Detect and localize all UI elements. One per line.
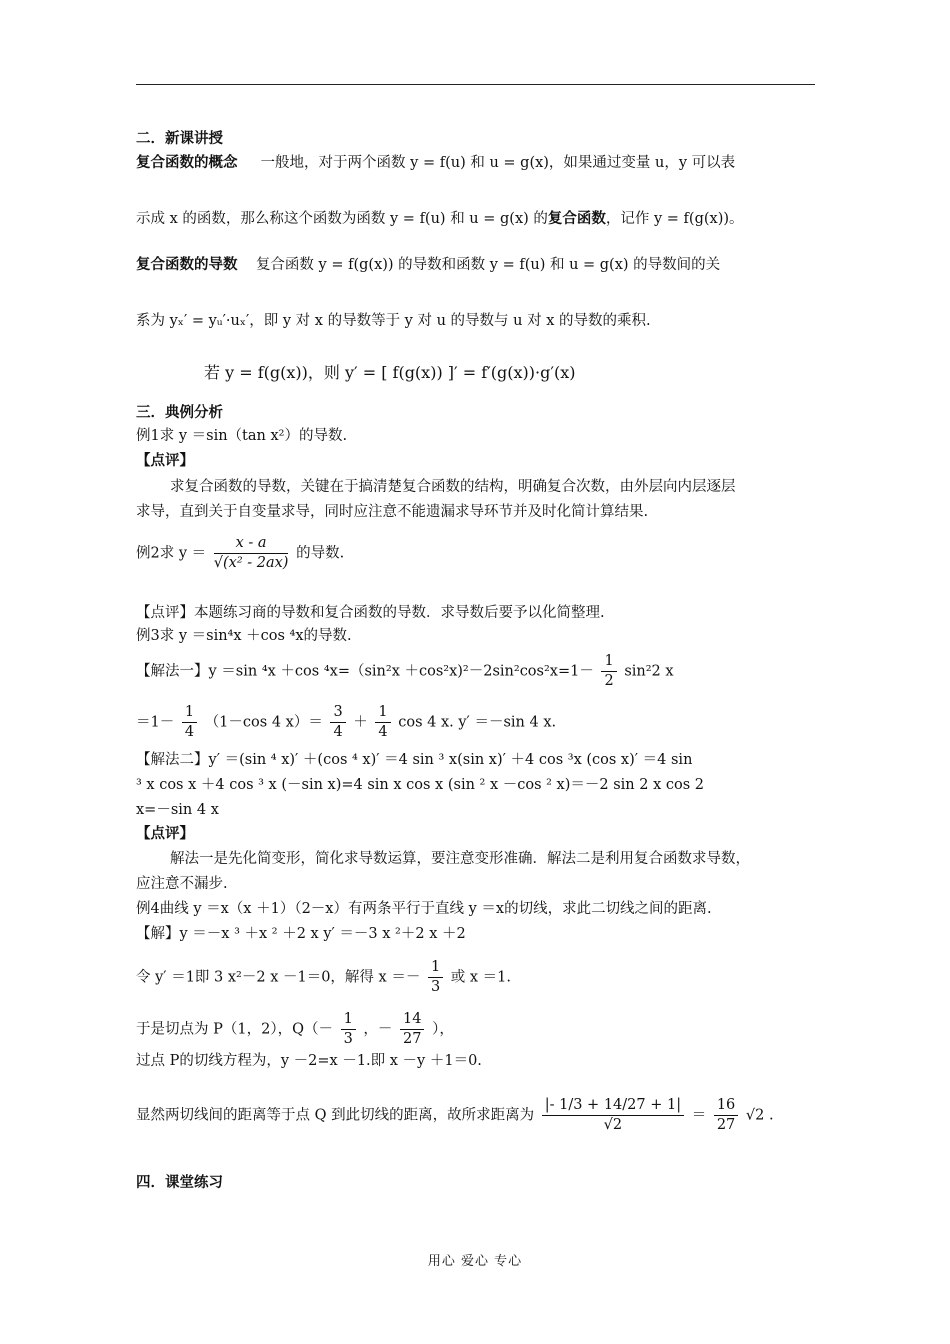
chain-rule-formula: 若 y = f(g(x))，则 y′ = [ f(g(x)) ]′ = f′(g(x))·g′(x) xyxy=(204,363,576,382)
comment-1-line-1: 求复合函数的导数，关键在于搞清楚复合函数的结构，明确复合次数，由外层向内层逐层 xyxy=(170,479,736,495)
comment-3-line-1: 解法一是先化简变形，简化求导数运算，要注意变形准确．解法二是利用复合函数求导数， xyxy=(170,851,750,867)
solution-2-line-1: 【解法二】y′ ＝(sin ⁴ x)′ ＋(cos ⁴ x)′ ＝4 sin ³ x(sin x)′ ＋4 cos ³x (cos x)′ ＝4 sin xyxy=(136,752,693,768)
header-rule xyxy=(136,84,815,85)
section-3-heading: 三．典例分析 xyxy=(136,404,223,421)
page-footer: 用心 爱心 专心 xyxy=(427,1254,523,1269)
solution-2-line-2: ³ x cos x ＋4 cos ³ x (－sin x)=4 sin x cos x (sin ² x －cos ² x)＝－2 sin 2 x cos 2 xyxy=(136,777,704,793)
solution-4-line-4: 过点 P的切线方程为，y －2=x －1.即 x －y ＋1＝0. xyxy=(136,1053,482,1069)
deriv-line-2: 系为 yₓ′ = yᵤ′·uₓ′，即 y 对 x 的导数等于 y 对 u 的导数与 u 对 x 的导数的乘积. xyxy=(136,313,651,329)
comment-3-label: 【点评】 xyxy=(136,825,194,842)
solution-1-line-1: 【解法一】y ＝sin ⁴x ＋cos ⁴x=（sin²x ＋cos²x)²－2sin²cos²x=1－ $\frac{1}{2}$ sin²2 x xyxy=(136,653,674,689)
distance-fraction: $\frac{|- 1/3 + 14/27 + 1|}{√2}$ xyxy=(542,1096,684,1135)
deriv-line-1: 复合函数的导数 复合函数 y = f(g(x)) 的导数和函数 y = f(u) 和 u = g(x) 的导数间的关 xyxy=(136,256,721,273)
concept-line-2: 示成 x 的函数，那么称这个函数为函数 y = f(u) 和 u = g(x) 的复合函数，记作 y = f(g(x))。 xyxy=(136,210,744,227)
concept-text-1: 一般地，对于两个函数 y = f(u) 和 u = g(x)，如果通过变量 u，y 可以表 xyxy=(260,155,736,171)
example-3: 例3求 y ＝sin⁴x ＋cos ⁴x的导数. xyxy=(136,628,352,644)
deriv-label: 复合函数的导数 xyxy=(136,256,238,273)
solution-4-line-5: 显然两切线间的距离等于点 Q 到此切线的距离，故所求距离为 $\frac{|- 1/3 + 14/27 + 1|}{√2}$ ＝ $\frac{16}{27}$ √2 . xyxy=(136,1097,774,1133)
solution-4-line-1: 【解】y ＝－x ³ ＋x ² ＋2 x y′ ＝－3 x ²＋2 x ＋2 xyxy=(136,926,466,942)
solution-4-line-3: 于是切点为 P（1，2），Q（－ $\frac{1}{3}$ ，－ $\frac{14}{27}$ ）， xyxy=(136,1011,454,1047)
solution-2-line-3: x=－sin 4 x xyxy=(136,802,219,818)
example-1: 例1求 y ＝sin（tan x²）的导数. xyxy=(136,428,348,444)
comment-1-line-2: 求导，直到关于自变量求导，同时应注意不能遗漏求导环节并及时化简计算结果. xyxy=(136,504,649,520)
ex2-fraction: $\frac{x - a}{\text{√(x² - 2ax)}}$ xyxy=(213,535,289,571)
concept-label: 复合函数的概念 xyxy=(136,154,238,171)
comment-1-label: 【点评】 xyxy=(136,452,194,469)
section-4-heading: 四．课堂练习 xyxy=(136,1174,223,1191)
composite-term: 复合函数 xyxy=(547,210,606,227)
solution-4-line-2: 令 y′ ＝1即 3 x²－2 x －1＝0，解得 x ＝－ $\frac{1}{3}$ 或 x ＝1. xyxy=(136,959,512,995)
section-2-heading: 二．新课讲授 xyxy=(136,130,223,147)
solution-1-line-2: ＝1－ $\frac{1}{4}$ （1－cos 4 x）＝ $\frac{3}{4}$ ＋ $\frac{1}{4}$ cos 4 x. y′ ＝－sin 4 x. xyxy=(136,704,557,740)
comment-2: 【点评】本题练习商的导数和复合函数的导数．求导数后要予以化简整理. xyxy=(136,605,605,621)
concept-line-1 xyxy=(136,152,735,174)
example-2: 例2求 y ＝ $\frac{x - a}{\text{√(x² - 2ax)}}$ 的导数. xyxy=(136,535,345,571)
example-4: 例4曲线 y ＝x（x ＋1）（2－x）有两条平行于直线 y ＝x的切线，求此二切线之间的距离. xyxy=(136,901,712,917)
comment-3-line-2: 应注意不漏步. xyxy=(136,876,228,892)
